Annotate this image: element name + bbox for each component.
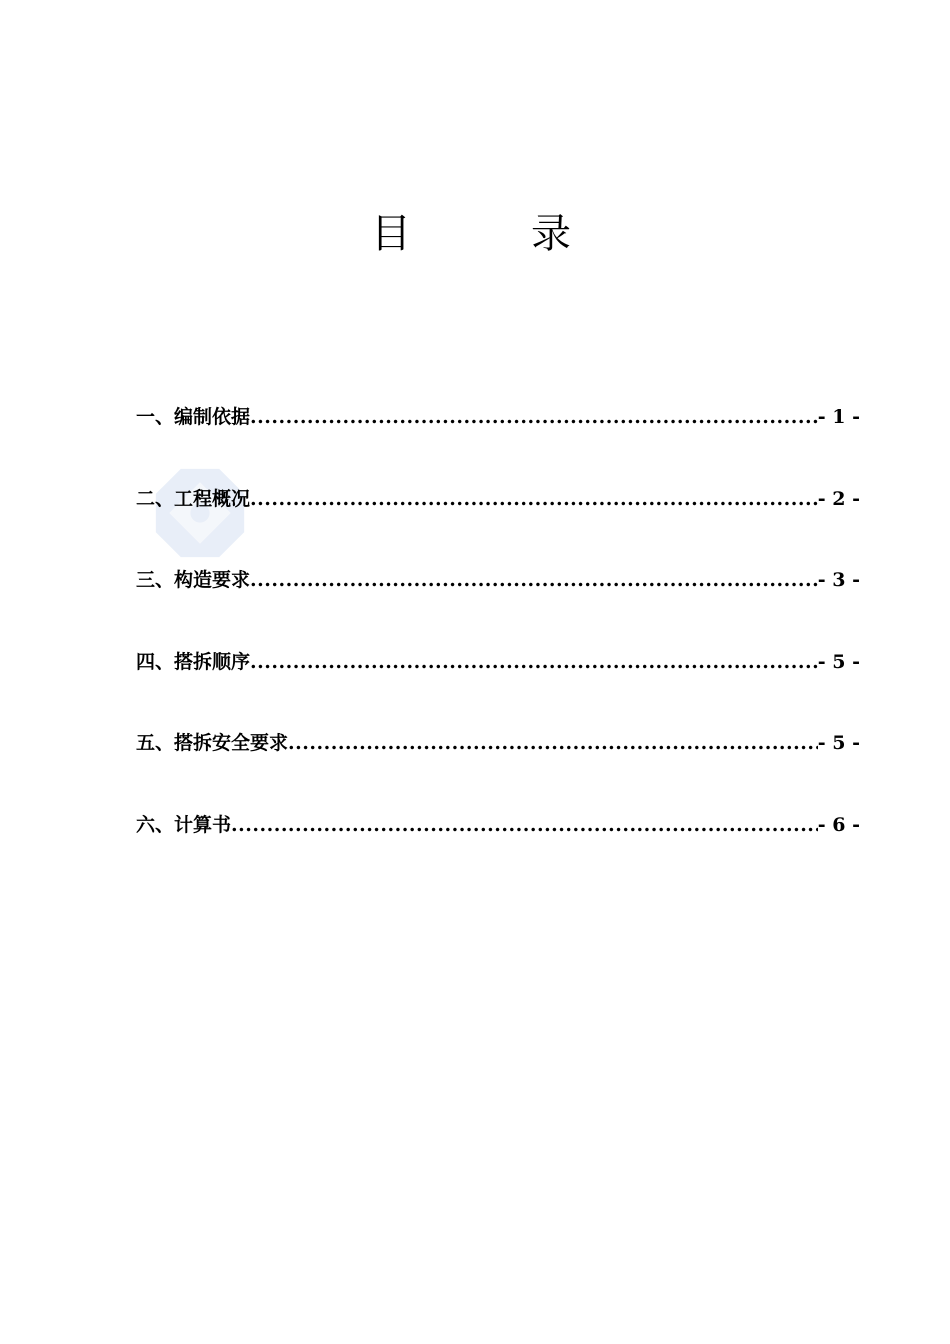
toc-entry[interactable] xyxy=(136,728,860,810)
toc-entry-page: - 5 - xyxy=(817,650,860,673)
toc-entry[interactable] xyxy=(136,647,860,729)
toc-dot-leader xyxy=(231,810,818,840)
toc-entry-page: - 2 - xyxy=(817,487,860,510)
toc-dot-leader xyxy=(250,565,818,595)
toc-entry[interactable] xyxy=(136,484,860,566)
toc-entry-label: 三、构造要求 xyxy=(136,569,251,592)
toc-dot-leader xyxy=(250,484,818,514)
toc-dot-leader xyxy=(250,402,818,432)
toc-entry-label: 四、搭拆顺序 xyxy=(136,650,251,673)
toc-entry-label: 五、搭拆安全要求 xyxy=(136,732,289,755)
toc-entry[interactable] xyxy=(136,810,860,892)
toc-entry[interactable] xyxy=(136,402,860,484)
toc-entry-page: - 6 - xyxy=(817,813,860,836)
toc-dot-leader xyxy=(288,728,818,758)
toc-dot-leader xyxy=(250,647,818,677)
table-of-contents xyxy=(136,402,860,892)
toc-entry-page: - 1 - xyxy=(817,406,860,428)
page-title: 目 录 xyxy=(371,211,611,257)
toc-entry-label: 二、工程概况 xyxy=(136,487,251,510)
toc-entry-page: - 3 - xyxy=(817,569,860,592)
toc-entry-label: 六、计算书 xyxy=(136,813,232,836)
toc-entry-page: - 5 - xyxy=(817,732,860,755)
toc-entry-label: 一、编制依据 xyxy=(136,406,251,428)
toc-entry[interactable] xyxy=(136,565,860,647)
